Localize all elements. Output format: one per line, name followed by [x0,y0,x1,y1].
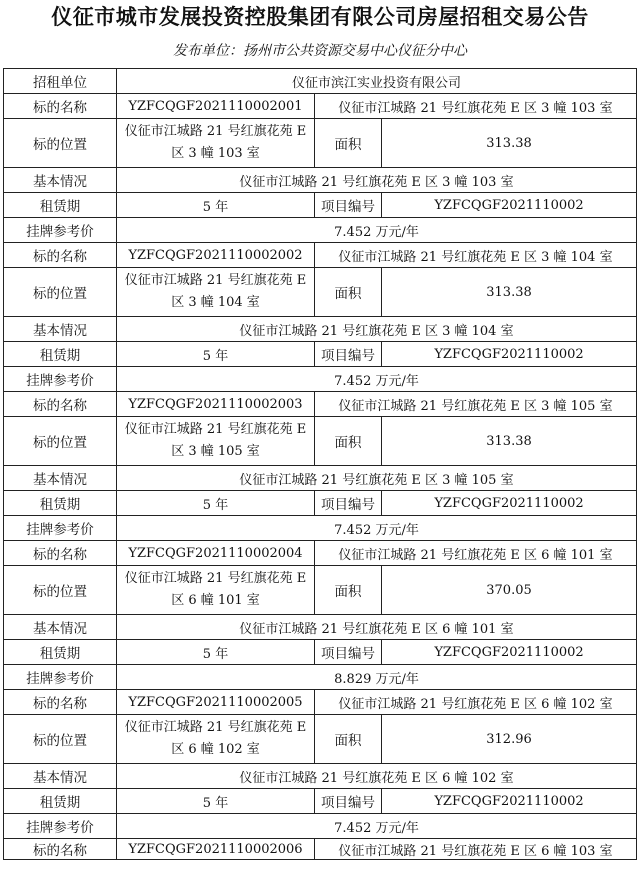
item-basic-label: 基本情况 [4,317,117,342]
item-price: 7.452 万元/年 [117,367,637,392]
lessor-value: 仪征市滨江实业投资有限公司 [117,69,637,94]
lessor-row [4,69,637,94]
item-location-row [4,566,637,615]
item-name-row [4,839,637,860]
item-price: 8.829 万元/年 [117,665,637,690]
item-project-no-label: 项目编号 [315,342,382,367]
item-basic: 仪征市江城路 21 号红旗花苑 E 区 3 幢 105 室 [117,466,637,491]
item-location-row [4,417,637,466]
item-project-no: YZFCQGF2021110002 [382,491,637,516]
item-price-row [4,516,637,541]
item-area-label: 面积 [315,268,382,317]
item-location-row [4,268,637,317]
item-term-row [4,640,637,665]
item-project-no-label: 项目编号 [315,789,382,814]
item-price-row [4,665,637,690]
item-basic-row [4,615,637,640]
item-name-row [4,690,637,715]
item-code: YZFCQGF2021110002002 [117,243,315,268]
publisher-line: 发布单位：扬州市公共资源交易中心仪征分中心 [173,43,467,59]
item-term-row [4,193,637,218]
item-area-label: 面积 [315,119,382,168]
item-area-label: 面积 [315,715,382,764]
item-term: 5 年 [117,342,315,367]
item-term: 5 年 [117,789,315,814]
item-name: 仪征市江城路 21 号红旗花苑 E 区 3 幢 103 室 [315,94,637,119]
item-location: 仪征市江城路 21 号红旗花苑 E 区 3 幢 105 室 [117,417,315,466]
item-area: 370.05 [382,566,637,615]
item-price: 7.452 万元/年 [117,814,637,839]
item-location: 仪征市江城路 21 号红旗花苑 E 区 6 幢 101 室 [117,566,315,615]
item-basic: 仪征市江城路 21 号红旗花苑 E 区 6 幢 102 室 [117,764,637,789]
item-term-label: 租赁期 [4,342,117,367]
item-location: 仪征市江城路 21 号红旗花苑 E 区 3 幢 104 室 [117,268,315,317]
item-name: 仪征市江城路 21 号红旗花苑 E 区 3 幢 105 室 [315,392,637,417]
item-basic-label: 基本情况 [4,615,117,640]
item-name: 仪征市江城路 21 号红旗花苑 E 区 6 幢 102 室 [315,690,637,715]
item-basic-label: 基本情况 [4,168,117,193]
item-term: 5 年 [117,491,315,516]
item-price-row [4,218,637,243]
item-price-label: 挂牌参考价 [4,814,117,839]
item-location-label: 标的位置 [4,566,117,615]
item-basic: 仪征市江城路 21 号红旗花苑 E 区 6 幢 101 室 [117,615,637,640]
item-location-label: 标的位置 [4,119,117,168]
item-area: 313.38 [382,119,637,168]
item-term: 5 年 [117,193,315,218]
item-price-label: 挂牌参考价 [4,367,117,392]
item-area: 312.96 [382,715,637,764]
item-basic-label: 基本情况 [4,466,117,491]
item-location-label: 标的位置 [4,715,117,764]
item-code: YZFCQGF2021110002003 [117,392,315,417]
item-code: YZFCQGF2021110002004 [117,541,315,566]
item-basic: 仪征市江城路 21 号红旗花苑 E 区 3 幢 103 室 [117,168,637,193]
item-price-row [4,367,637,392]
page-title: 仪征市城市发展投资控股集团有限公司房屋招租交易公告 [51,5,589,29]
item-name-row [4,392,637,417]
item-basic-row [4,466,637,491]
item-basic-label: 基本情况 [4,764,117,789]
item-location-row [4,119,637,168]
item-term-label: 租赁期 [4,491,117,516]
item-name-label: 标的名称 [4,392,117,417]
item-term: 5 年 [117,640,315,665]
item-area-label: 面积 [315,566,382,615]
listing-table [3,68,637,860]
item-name-row [4,243,637,268]
item-location: 仪征市江城路 21 号红旗花苑 E 区 6 幢 102 室 [117,715,315,764]
item-name: 仪征市江城路 21 号红旗花苑 E 区 6 幢 103 室 [315,839,637,860]
item-project-no: YZFCQGF2021110002 [382,193,637,218]
item-basic-row [4,764,637,789]
item-price-label: 挂牌参考价 [4,218,117,243]
item-term-row [4,342,637,367]
item-price: 7.452 万元/年 [117,218,637,243]
item-basic: 仪征市江城路 21 号红旗花苑 E 区 3 幢 104 室 [117,317,637,342]
item-basic-row [4,168,637,193]
item-project-no: YZFCQGF2021110002 [382,640,637,665]
item-code: YZFCQGF2021110002001 [117,94,315,119]
item-name-label: 标的名称 [4,839,117,860]
item-price-label: 挂牌参考价 [4,665,117,690]
item-name-label: 标的名称 [4,243,117,268]
item-price-label: 挂牌参考价 [4,516,117,541]
item-project-no: YZFCQGF2021110002 [382,342,637,367]
item-term-row [4,491,637,516]
item-code: YZFCQGF2021110002006 [117,839,315,860]
item-term-label: 租赁期 [4,640,117,665]
item-area-label: 面积 [315,417,382,466]
item-project-no-label: 项目编号 [315,193,382,218]
item-basic-row [4,317,637,342]
item-project-no-label: 项目编号 [315,491,382,516]
item-name: 仪征市江城路 21 号红旗花苑 E 区 3 幢 104 室 [315,243,637,268]
item-code: YZFCQGF2021110002005 [117,690,315,715]
item-name-label: 标的名称 [4,690,117,715]
item-area: 313.38 [382,268,637,317]
item-area: 313.38 [382,417,637,466]
item-term-row [4,789,637,814]
item-project-no: YZFCQGF2021110002 [382,789,637,814]
item-price-row [4,814,637,839]
item-name-label: 标的名称 [4,94,117,119]
item-name: 仪征市江城路 21 号红旗花苑 E 区 6 幢 101 室 [315,541,637,566]
item-location: 仪征市江城路 21 号红旗花苑 E 区 3 幢 103 室 [117,119,315,168]
item-location-label: 标的位置 [4,417,117,466]
lessor-label: 招租单位 [4,69,117,94]
item-location-row [4,715,637,764]
item-name-row [4,541,637,566]
item-name-row [4,94,637,119]
item-term-label: 租赁期 [4,789,117,814]
item-term-label: 租赁期 [4,193,117,218]
item-name-label: 标的名称 [4,541,117,566]
item-project-no-label: 项目编号 [315,640,382,665]
item-price: 7.452 万元/年 [117,516,637,541]
item-location-label: 标的位置 [4,268,117,317]
